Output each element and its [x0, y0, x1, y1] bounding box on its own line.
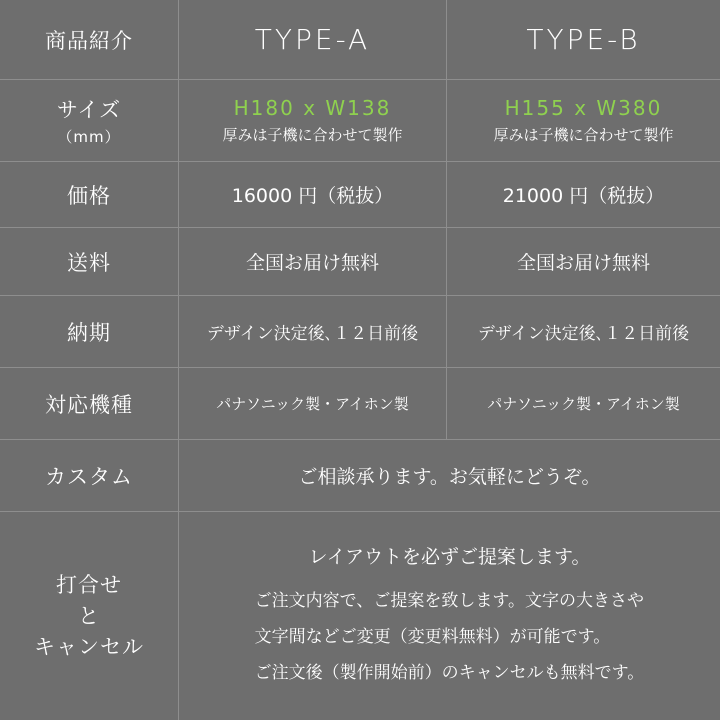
type-b-models-cell	[447, 368, 720, 439]
contact-detail-line: 文字間などご変更（変更料無料）が可能です。	[254, 626, 611, 647]
custom-label: カスタム	[45, 464, 133, 489]
delivery-row	[0, 296, 720, 368]
type-a-dimensions: H180 x W138	[233, 96, 392, 120]
type-b-price: 21000 円（税抜）	[502, 185, 665, 207]
type-b-shipping: 全国お届け無料	[516, 252, 650, 274]
shipping-row	[0, 228, 720, 296]
type-a-delivery-cell	[179, 296, 447, 367]
type-a-shipping: 全国お届け無料	[245, 252, 379, 274]
contact-detail-line: ご注文内容で、ご提案を致します。文字の大きさや	[254, 590, 644, 611]
contact-value-cell	[179, 512, 720, 720]
type-a-title: TYPE-A	[254, 23, 371, 56]
type-b-dimensions: H155 x W380	[504, 96, 663, 120]
custom-value: ご相談承ります。お気軽にどうぞ。	[298, 466, 601, 488]
custom-value-cell	[179, 440, 720, 511]
price-row	[0, 162, 720, 228]
type-b-size-cell	[447, 80, 720, 161]
type-b-shipping-cell	[447, 228, 720, 295]
header-row	[0, 0, 720, 80]
type-a-models-cell	[179, 368, 447, 439]
custom-label-cell	[0, 440, 179, 511]
type-a-size-cell	[179, 80, 447, 161]
contact-detail-line: ご注文後（製作開始前）のキャンセルも無料です。	[254, 662, 645, 683]
delivery-label-cell	[0, 296, 179, 367]
custom-row	[0, 440, 720, 512]
size-label: サイズ	[56, 98, 122, 122]
price-label-cell	[0, 162, 179, 227]
type-a-delivery: デザイン決定後､１２日前後	[206, 324, 419, 344]
contact-label-line1: 打合せ	[56, 572, 122, 597]
size-unit: （mm）	[57, 128, 121, 146]
type-a-header-cell	[179, 0, 447, 79]
contact-label-cell	[0, 512, 179, 720]
models-row	[0, 368, 720, 440]
type-a-models: パナソニック製・アイホン製	[216, 395, 409, 413]
type-b-delivery-cell	[447, 296, 720, 367]
header-label: 商品紹介	[45, 28, 133, 53]
size-row	[0, 80, 720, 162]
contact-label-line3: キャンセル	[34, 634, 144, 659]
contact-label-line2: と	[78, 603, 100, 628]
type-b-price-cell	[447, 162, 720, 227]
models-label-cell	[0, 368, 179, 439]
type-b-thickness-note: 厚みは子機に合わせて製作	[493, 126, 674, 144]
type-a-price: 16000 円（税抜）	[231, 185, 394, 207]
type-b-header-cell	[447, 0, 720, 79]
type-a-price-cell	[179, 162, 447, 227]
models-label: 対応機種	[45, 392, 133, 417]
type-a-thickness-note: 厚みは子機に合わせて製作	[222, 126, 403, 144]
contact-heading: レイアウトを必ずご提案します。	[308, 545, 591, 568]
contact-details	[255, 583, 645, 691]
type-b-title: TYPE-B	[526, 23, 641, 56]
type-b-models: パナソニック製・アイホン製	[487, 395, 680, 413]
contact-row	[0, 512, 720, 720]
shipping-label: 送料	[67, 250, 111, 275]
header-label-cell	[0, 0, 179, 79]
size-label-cell	[0, 80, 179, 161]
delivery-label: 納期	[67, 320, 111, 345]
type-a-shipping-cell	[179, 228, 447, 295]
price-label: 価格	[67, 183, 111, 208]
shipping-label-cell	[0, 228, 179, 295]
type-b-delivery: デザイン決定後､１２日前後	[477, 324, 690, 344]
